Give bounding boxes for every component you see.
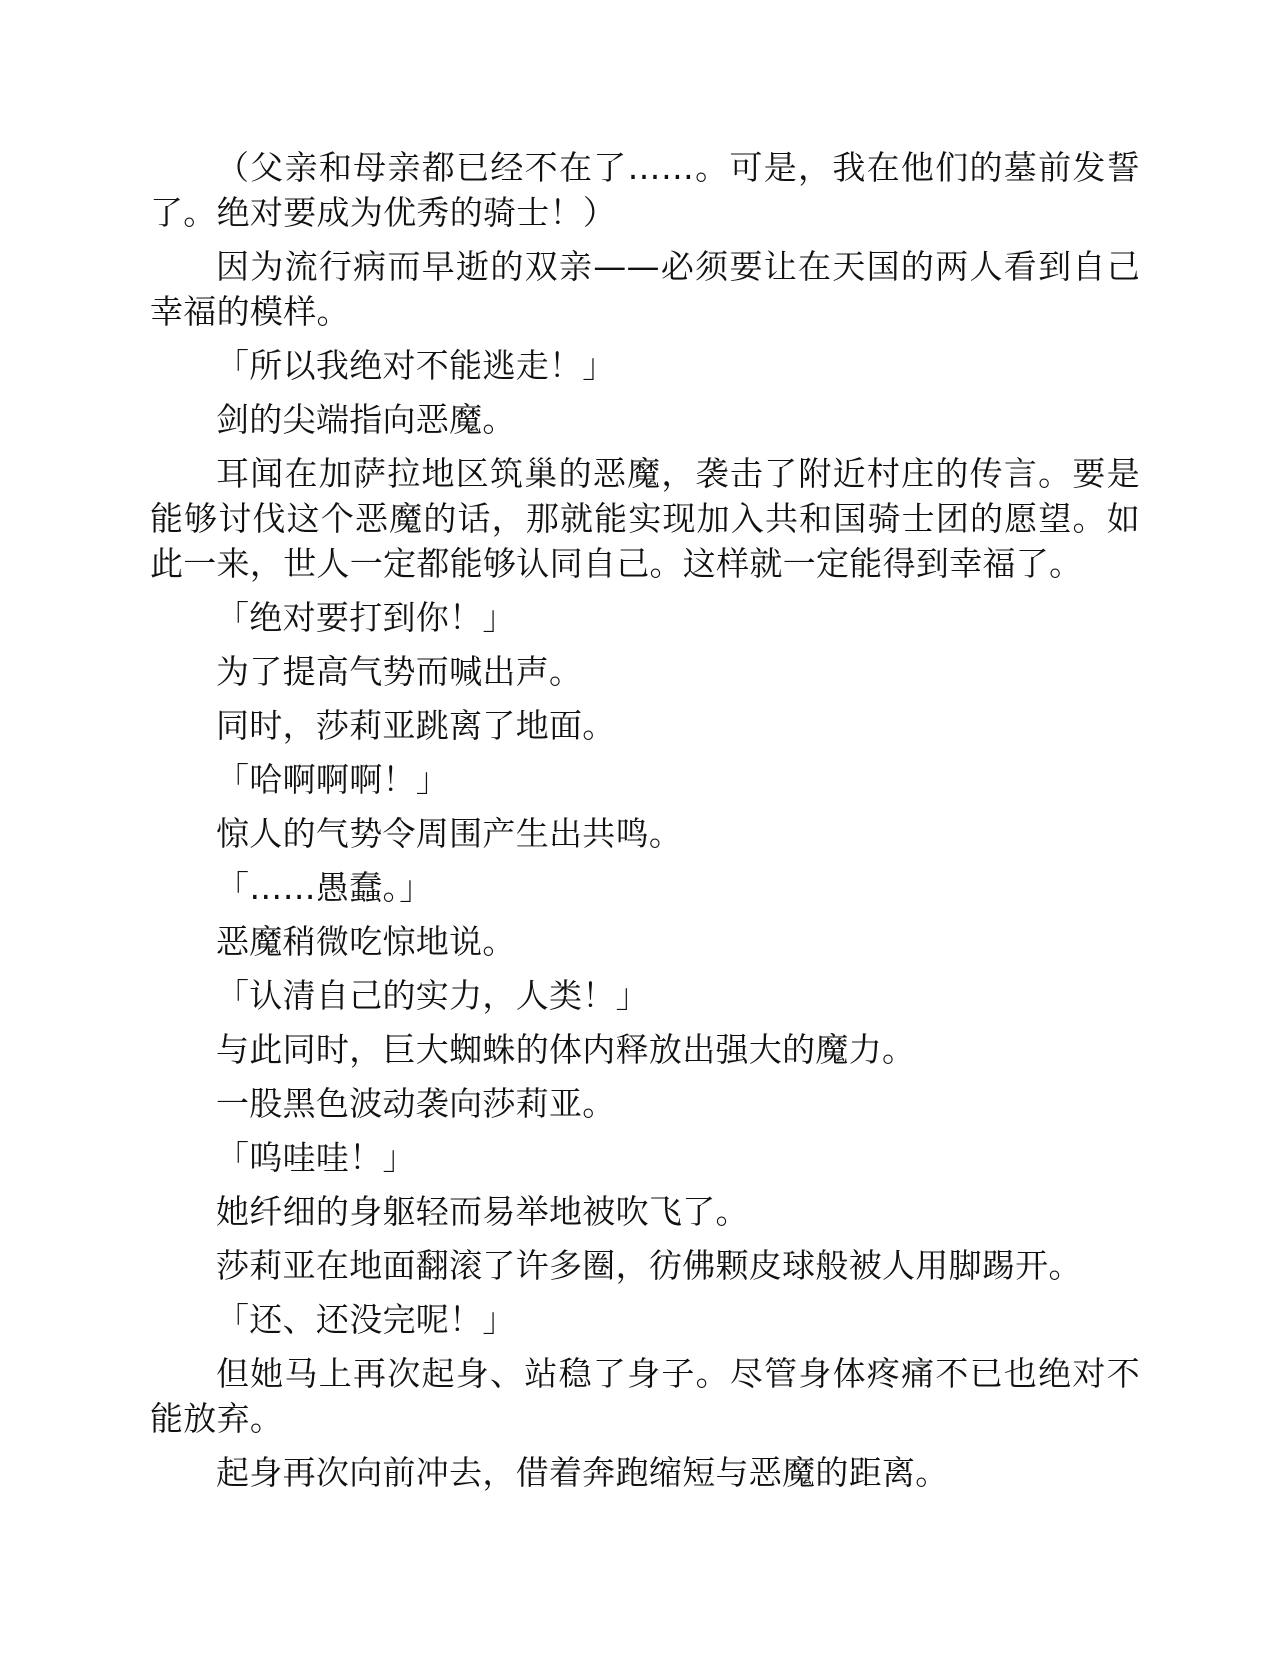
paragraph-8: 同时，莎莉亚跳离了地面。 bbox=[216, 706, 616, 745]
paragraph-21: 起身再次向前冲去，借着奔跑缩短与恶魔的距离。 bbox=[216, 1453, 949, 1492]
paragraph-4: 剑的尖端指向恶魔。 bbox=[216, 400, 516, 439]
paragraph-15: 一股黑色波动袭向莎莉亚。 bbox=[216, 1084, 616, 1123]
paragraph-13: 「认清自己的实力，人类！」 bbox=[216, 976, 649, 1015]
paragraph-16: 「呜哇哇！」 bbox=[216, 1138, 416, 1177]
paragraph-20: 但她马上再次起身、站稳了身子。尽管身体疼痛不已也绝对不能放弃。 bbox=[150, 1354, 1140, 1438]
paragraph-14: 与此同时，巨大蜘蛛的体内释放出强大的魔力。 bbox=[216, 1030, 916, 1069]
paragraph-9: 「哈啊啊啊！」 bbox=[216, 760, 450, 799]
paragraph-2: 因为流行病而早逝的双亲——必须要让在天国的两人看到自己幸福的模样。 bbox=[150, 247, 1140, 331]
document-page bbox=[150, 145, 1140, 1504]
paragraph-18: 莎莉亚在地面翻滚了许多圈，彷佛颗皮球般被人用脚踢开。 bbox=[216, 1246, 1082, 1285]
paragraph-5: 耳闻在加萨拉地区筑巢的恶魔，袭击了附近村庄的传言。要是能够讨伐这个恶魔的话，那就能实现加入共和国骑士团的愿望。如此一来，世人一定都能够认同自己。这样就一定能得到幸福了。 bbox=[150, 454, 1140, 583]
paragraph-3: 「所以我绝对不能逃走！」 bbox=[216, 346, 616, 385]
paragraph-7: 为了提高气势而喊出声。 bbox=[216, 652, 583, 691]
paragraph-10: 惊人的气势令周围产生出共鸣。 bbox=[216, 814, 683, 853]
paragraph-6: 「绝对要打到你！」 bbox=[216, 598, 516, 637]
paragraph-12: 恶魔稍微吃惊地说。 bbox=[216, 922, 516, 961]
paragraph-1: （父亲和母亲都已经不在了……。可是，我在他们的墓前发誓了。绝对要成为优秀的骑士！） bbox=[150, 148, 1140, 232]
paragraph-17: 她纤细的身躯轻而易举地被吹飞了。 bbox=[216, 1192, 749, 1231]
paragraph-19: 「还、还没完呢！」 bbox=[216, 1300, 516, 1339]
paragraph-11: 「……愚蠢。」 bbox=[216, 868, 433, 907]
